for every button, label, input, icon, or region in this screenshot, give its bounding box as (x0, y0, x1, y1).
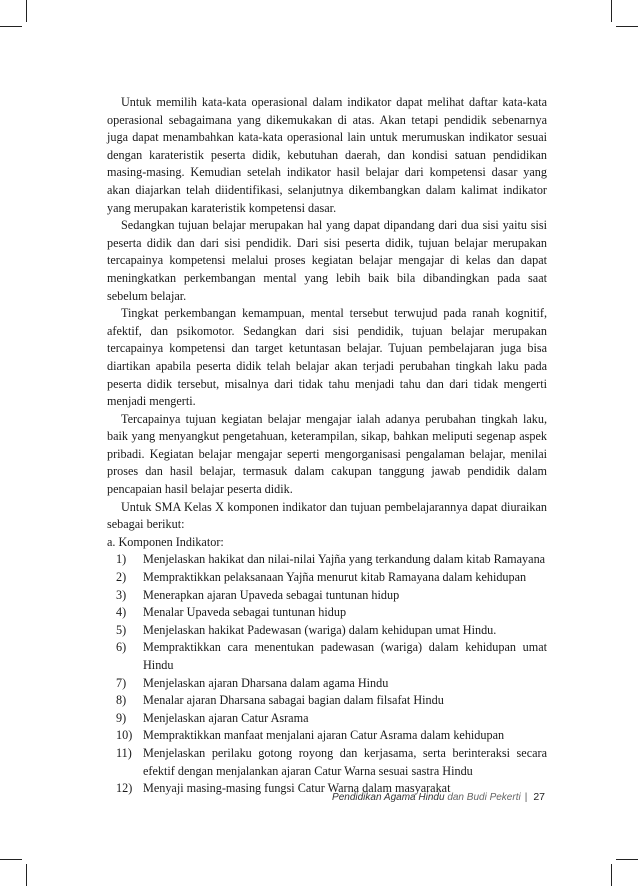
item-number: 1) (116, 552, 127, 567)
item-number: 4) (116, 605, 127, 620)
item-text: Menjelaskan hakikat dan nilai-nilai Yajña yang terkandung dalam kitab Ramayana (143, 552, 546, 567)
item-number: 3) (116, 587, 127, 602)
crop-mark (26, 864, 27, 886)
footer-separator: | (524, 792, 528, 803)
item-text: Menjelaskan perilaku gotong royong dan kerjasama, serta berinteraksi secara efektif dengan menjalankan ajaran Catur Warna sesuai sastra Hindu (143, 745, 547, 778)
item-number: 10) (116, 728, 133, 743)
item-text: Menerapkan ajaran Upaveda sebagai tuntunan hidup (143, 587, 400, 602)
crop-mark (611, 0, 612, 22)
paragraph: Tingkat perkembangan kemampuan, mental tersebut terwujud pada ranah kognitif, afektif, dan psikomotor. Sedangkan dari sisi pendidik, tujuan belajar merupakan tercapainya kompetensi dan target ketuntasan belajar. Tujuan pembelajaran juga bisa diartikan apabila peserta didik telah belajar akan terjadi perubahan tingkah laku pada peserta didik tersebut, misalnya dari tidak tahu menjadi tahu dan dari tidak mengerti menjadi mengerti. (107, 306, 547, 409)
item-text: Menyaji masing-masing fungsi Catur Warna dalam masyarakat (143, 781, 451, 796)
crop-mark (0, 859, 22, 860)
item-text: Menjelaskan ajaran Catur Asrama (143, 710, 309, 725)
item-text: Menjelaskan hakikat Padewasan (wariga) dalam kehidupan umat Hindu. (143, 622, 497, 637)
list-item (107, 745, 547, 780)
paragraph: Sedangkan tujuan belajar merupakan hal yang dapat dipandang dari dua sisi yaitu sisi peserta didik dan dari sisi pendidik. Dari sisi peserta didik, tujuan belajar merupakan tercapainya kompetensi melalui proses kegiatan belajar mengajar di kelas dan dapat meningkatkan perkembangan mental yang lebih baik bila dibandingkan pada saat sebelum belajar. (107, 218, 547, 303)
page-number: 27 (533, 791, 545, 803)
crop-mark (26, 0, 27, 22)
item-number: 6) (116, 640, 127, 655)
item-text: Menalar Upaveda sebagai tuntunan hidup (143, 605, 347, 620)
page-footer (332, 791, 545, 803)
section-heading: a. Komponen Indikator: (107, 534, 224, 549)
list-item (107, 727, 547, 745)
item-text: Menjelaskan ajaran Dharsana dalam agama Hindu (143, 675, 389, 690)
item-text: Mempraktikkan manfaat menjalani ajaran Catur Asrama dalam kehidupan (143, 728, 505, 743)
item-text: Mempraktikkan pelaksanaan Yajña menurut kitab Ramayana dalam kehidupan (143, 570, 527, 585)
list-item (107, 569, 547, 587)
list-item (107, 675, 547, 693)
item-number: 5) (116, 622, 127, 637)
list-item (107, 710, 547, 728)
crop-mark (0, 26, 22, 27)
item-number: 8) (116, 693, 127, 708)
item-number: 7) (116, 675, 127, 690)
list-item (107, 587, 547, 605)
paragraph: Untuk SMA Kelas X komponen indikator dan tujuan pembelajarannya dapat diuraikan sebagai berikut: (107, 499, 547, 532)
list-item (107, 639, 547, 674)
item-number: 9) (116, 710, 127, 725)
item-number: 2) (116, 570, 127, 585)
item-number: 11) (116, 745, 132, 760)
list-item (107, 692, 547, 710)
page-body (107, 94, 547, 798)
crop-mark (616, 859, 638, 860)
list-item (107, 551, 547, 569)
item-number: 12) (116, 781, 133, 796)
list-item (107, 622, 547, 640)
paragraph: Tercapainya tujuan kegiatan belajar mengajar ialah adanya perubahan tingkah laku, baik yang menyangkut pengetahuan, keterampilan, sikap, bahkan meliputi segenap aspek pribadi. Kegiatan belajar mengajar seperti mengorganisasi pengalaman belajar, menilai proses dan hasil belajar, termasuk dalam cakupan tanggung jawab pendidik dalam pencapaian hasil belajar peserta didik. (107, 411, 547, 497)
footer-book-subtitle: dan Budi Pekerti (447, 792, 521, 803)
paragraph: Untuk memilih kata-kata operasional dalam indikator dapat melihat daftar kata-kata operasional sebagaimana yang dikemukakan di atas. Akan tetapi pendidik sebenarnya juga dapat menambahkan kata-kata operasional lain untuk merumuskan indikator sesuai dengan karateristik peserta didik, kebutuhan daerah, dan kondisi satuan pendidikan masing-masing. Kemudian setelah indikator hasil belajar dari kompetensi dasar yang akan diajarkan telah diidentifikasi, selanjutnya dikembangkan dalam kalimat indikator yang merupakan karateristik kompetensi dasar. (107, 95, 547, 215)
indicator-list (107, 551, 547, 797)
footer-book-title: Pendidikan Agama Hindu (332, 792, 445, 803)
list-item (107, 604, 547, 622)
crop-mark (611, 864, 612, 886)
crop-mark (616, 26, 638, 27)
item-text: Menalar ajaran Dharsana sabagai bagian dalam filsafat Hindu (143, 693, 444, 708)
item-text: Mempraktikkan cara menentukan padewasan (wariga) dalam kehidupan umat Hindu (143, 640, 547, 672)
